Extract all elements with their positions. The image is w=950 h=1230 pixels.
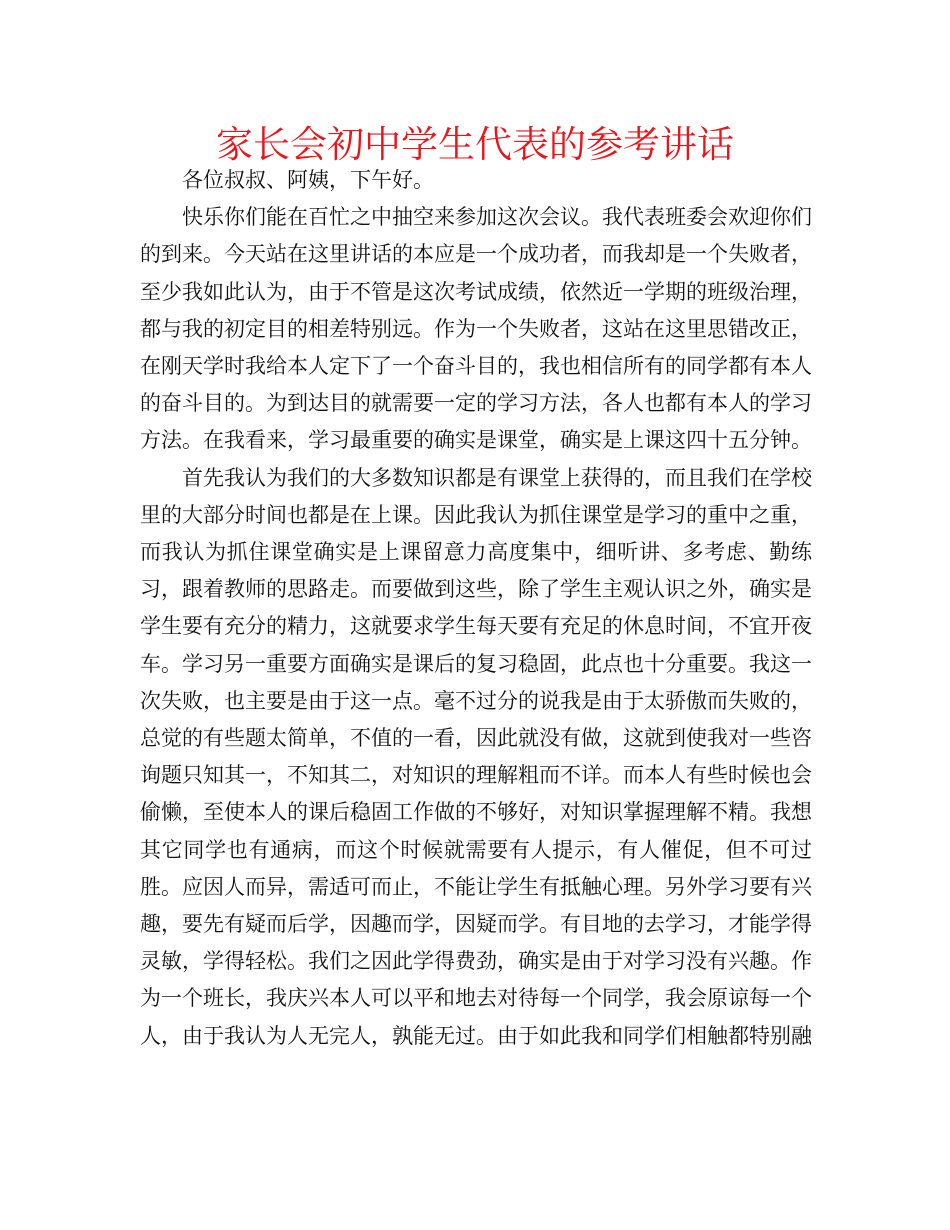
body-paragraph: 快乐你们能在百忙之中抽空来参加这次会议。我代表班委会欢迎你们的到来。今天站在这里讲话的本应是一个成功者，而我却是一个失败者，至少我如此认为，由于不管是这次考试成绩，依然近一学期的班级治理，都与我的初定目的相差特别远。作为一个失败者，这站在这里思错改正，在刚天学时我给本人定下了一个奋斗目的，我也相信所有的同学都有本人的奋斗目的。为到达目的就需要一定的学习方法，各人也都有本人的学习方法。在我看来，学习最重要的确实是课堂，确实是上课这四十五分钟。 bbox=[140, 205, 812, 453]
document-title: 家长会初中学生代表的参考讲话 bbox=[216, 123, 734, 166]
document-body bbox=[140, 162, 812, 1055]
greeting-paragraph: 各位叔叔、阿姨，下午好。 bbox=[182, 168, 434, 192]
body-paragraph: 首先我认为我们的大多数知识都是有课堂上获得的，而且我们在学校里的大部分时间也都是在上课。因此我认为抓住课堂是学习的重中之重，而我认为抓住课堂确实是上课留意力高度集中，细听讲、多考虑、勤练习，跟着教师的思路走。而要做到这些，除了学生主观认识之外，确实是学生要有充分的精力，这就要求学生每天要有充足的休息时间，不宜开夜车。学习另一重要方面确实是课后的复习稳固，此点也十分重要。我这一次失败，也主要是由于这一点。毫不过分的说我是由于太骄傲而失败的，总觉的有些题太简单，不值的一看，因此就没有做，这就到使我对一些咨询题只知其一，不知其二，对知识的理解粗而不详。而本人有些时候也会偷懒，至使本人的课后稳固工作做的不够好，对知识掌握理解不精。我想其它同学也有通病，而这个时候就需要有人提示，有人催促，但不可过胜。应因人而异，需适可而止，不能让学生有抵触心理。另外学习要有兴趣，要先有疑而后学，因趣而学，因疑而学。有目地的去学习，才能学得灵敏，学得轻松。我们之因此学得费劲，确实是由于对学习没有兴趣。作为一个班长，我庆兴本人可以平和地去对待每一个同学，我会原谅每一个人，由于我认为人无完人，孰能无过。由于如此我和同学们相触都特别融 bbox=[140, 465, 812, 1048]
